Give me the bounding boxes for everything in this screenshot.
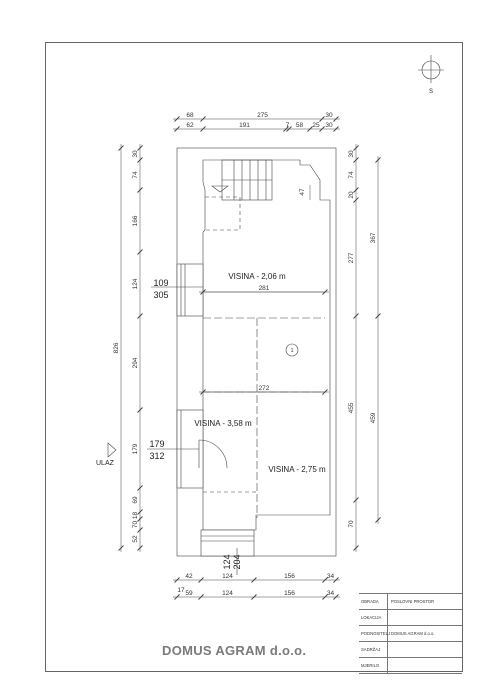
- dimension-label: 826: [113, 342, 120, 354]
- dimension-label: 34: [326, 590, 335, 597]
- dimension-label: 124: [222, 573, 233, 580]
- dimension-label: 59: [185, 590, 193, 597]
- dimension-label: 166: [132, 215, 139, 227]
- dimension-label: 7: [285, 122, 290, 129]
- dimension-label: 367: [370, 232, 377, 244]
- dimension-label: 277: [348, 252, 355, 264]
- dimension-label: 74: [132, 171, 139, 179]
- dimension-label: 18: [132, 511, 139, 520]
- dimension-label: 156: [284, 590, 295, 597]
- dimension-label: 179: [132, 443, 139, 455]
- dimension-label: 275: [257, 112, 268, 119]
- title-block-row: LOKACIJA: [359, 609, 462, 625]
- room-height-label: VISINA - 3,58 m: [194, 419, 252, 428]
- dimension-label: 20: [348, 191, 355, 199]
- dimension-label: 70: [348, 520, 355, 528]
- title-block-row: PODNOSITELJ DOMUS AGRAM d.o.o.: [359, 625, 462, 641]
- title-block: [359, 593, 462, 674]
- dimension-label: 30: [325, 112, 333, 119]
- dimension-label: 68: [186, 112, 194, 119]
- dimension-label: 156: [284, 573, 295, 580]
- outer-wall: [177, 148, 336, 556]
- title-block-row: MJERILO: [359, 657, 462, 674]
- dimension-label: 62: [186, 122, 194, 129]
- dimension-label: 47: [299, 188, 306, 196]
- window-top-dim: 124: [222, 554, 232, 570]
- dimension-label: 294: [132, 357, 139, 369]
- dimension-label: 34: [326, 573, 335, 580]
- window-bottom-dim: 204: [232, 554, 242, 570]
- dimension-label: 30: [132, 150, 139, 158]
- dimension-label: 124: [132, 278, 139, 290]
- dimension-label: 69: [132, 496, 139, 504]
- dimension-label: 74: [348, 171, 355, 179]
- dimension-label: 25: [312, 122, 320, 129]
- dimension-label: 70: [132, 520, 139, 529]
- title-block-row: SADRŽAJ: [359, 641, 462, 657]
- entrance-label: ULAZ: [96, 460, 114, 467]
- dimension-label: 281: [258, 285, 270, 292]
- inner-wall: [203, 160, 330, 530]
- dimension-label: 272: [258, 385, 270, 392]
- title-block-row: OBRADA POSLOVNI PROSTOR: [359, 593, 462, 609]
- dimension-label: 30: [348, 150, 355, 158]
- dimension-label: 124: [222, 590, 233, 597]
- north-label: S: [428, 89, 434, 95]
- dimension-label: 459: [370, 412, 377, 424]
- window-bottom-dim: 305: [153, 290, 169, 300]
- company-name: DOMUS AGRAM d.o.o.: [162, 643, 307, 658]
- room-height-label: VISINA - 2,75 m: [268, 465, 326, 474]
- dimension-label: 455: [348, 402, 355, 414]
- dimension-label: 52: [132, 535, 139, 543]
- room-marker-label: 1: [290, 348, 294, 354]
- dimension-label: 58: [295, 122, 304, 129]
- room-height-label: VISINA - 2,06 m: [228, 272, 286, 281]
- entrance-arrow-icon: [108, 443, 116, 457]
- dimension-label: 17: [177, 587, 185, 594]
- window-bottom-dim: 312: [149, 451, 165, 461]
- dimension-label: 42: [185, 573, 193, 580]
- dimension-label: 30: [325, 122, 333, 129]
- window-top-dim: 179: [149, 439, 165, 449]
- window-top-dim: 109: [153, 278, 169, 288]
- dimension-label: 191: [239, 122, 250, 129]
